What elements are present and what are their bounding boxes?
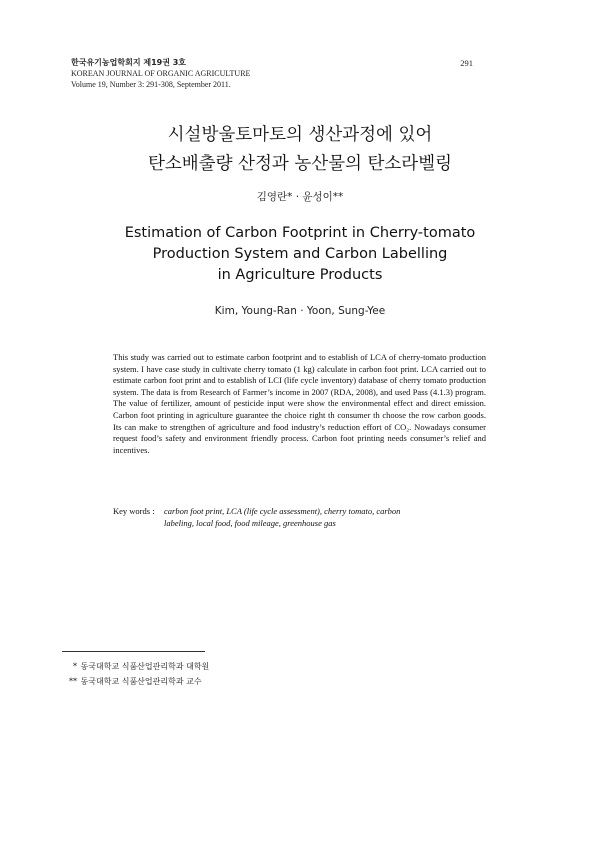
- title-korean-line-2: 탄소배출량 산정과 농산물의 탄소라벨링: [147, 154, 453, 174]
- page-number: 291: [460, 58, 473, 68]
- authors-korean: 김영란* · 윤성이**: [256, 191, 344, 203]
- footnote-item: [65, 674, 209, 689]
- title-english-line-3: in Agriculture Products: [217, 267, 383, 283]
- footnote-divider: [62, 651, 205, 652]
- title-english: [0, 223, 600, 286]
- footnotes: [65, 659, 209, 689]
- footnote-mark: *: [73, 662, 77, 671]
- abstract: This study was carried out to estimate carbon footprint and to establish of LCA of cherry-tomato production system. I have case study in cultivate cherry tomato (1 kg) calculate in carbon foot print. LCA carried out to estimate carbon foot print and to establish of LCI (life cycle inventory) database of cherry tomato production system. The data is from Research of Farmer’s income in 2007 (RDA, 2008), and used Pass (4.1.3) program. The value of fertilizer, amount of pesticide input were show the environmental effect and direct emission. Carbon foot printing in agriculture guarantee the choice right th consumer th choose the row carbon goods. Its can make to strengthen of agriculture and food industry’s reduction effort of CO₂. Nowadays consumer request food’s safety and environment friendly process. Carbon foot printing needs consumer’s relief and incentives.: [113, 352, 486, 455]
- title-english-line-1: Estimation of Carbon Footprint in Cherry-tomato: [124, 225, 476, 241]
- journal-name-english: KOREAN JOURNAL OF ORGANIC AGRICULTURE: [71, 69, 251, 78]
- title-english-line-2: Production System and Carbon Labelling: [152, 246, 448, 262]
- title-korean-line-1: 시설방울토마토의 생산과정에 있어: [167, 125, 433, 145]
- title-korean: [0, 121, 600, 179]
- footnote-text: 동국대학교 식품산업관리학과 교수: [80, 677, 202, 686]
- journal-name-korean: 한국유기농업학회지 제19권 3호: [71, 58, 187, 67]
- keywords: [113, 505, 486, 529]
- keywords-line-2: labeling, local food, food mileage, greenhouse gas: [164, 518, 336, 528]
- footnote-text: 동국대학교 식품산업관리학과 대학원: [80, 662, 210, 671]
- footnote-mark: **: [69, 677, 77, 686]
- authors-english: Kim, Young-Ran · Yoon, Sung-Yee: [214, 305, 386, 317]
- keywords-line-1: carbon foot print, LCA (life cycle assessment), cherry tomato, carbon: [164, 506, 401, 516]
- journal-header: [71, 57, 250, 90]
- keywords-label: Key words :: [113, 506, 155, 516]
- footnote-item: [65, 659, 209, 674]
- journal-issue: Volume 19, Number 3: 291-308, September 2011.: [71, 80, 231, 89]
